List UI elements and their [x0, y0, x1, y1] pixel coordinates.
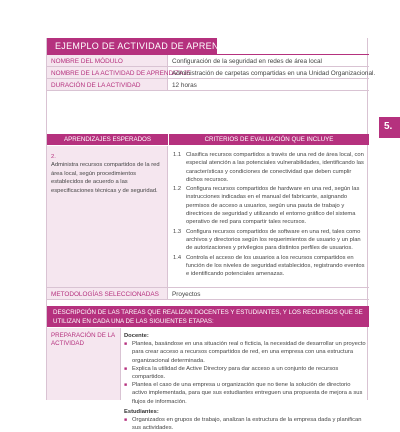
- metodologia-value: Proyectos: [172, 291, 201, 298]
- criterio-item: [173, 254, 366, 279]
- docente-text: Plantea, basándose en una situación real o ficticia, la necesidad de desarrollar un proyecto para crear acceso a recursos compartidos de red, en una empresa con una estructura organizacional determinada.: [132, 341, 366, 364]
- chapter-tab: 5.: [379, 117, 400, 138]
- criterio-number: 1.4: [173, 254, 182, 261]
- preparacion-label: PREPARACIÓN DE LA ACTIVIDAD: [47, 328, 121, 400]
- criteria-row: [47, 146, 369, 288]
- docente-text: Plantea el caso de una empresa u organización que no tiene la solución de directorio activo implementada, para que sus estudiantes entreguen una propuesta de mejora a sus flujos de información.: [132, 382, 363, 405]
- field-label: DURACIÓN DE LA ACTIVIDAD: [47, 79, 168, 90]
- criterio-text: Clasifica recursos compartidos a través de una red de área local, con especial atención a las potenciales vulnerabilidades, identificando las características y condiciones de conectividad que deben cumplir dichos recursos.: [186, 152, 364, 183]
- criterio-number: 1.3: [173, 228, 182, 235]
- criterios-cell: [169, 146, 369, 287]
- bullet-icon: ■: [124, 417, 128, 424]
- header-aprendizajes: APRENDIZAJES ESPERADOS: [47, 134, 168, 145]
- field-row-modulo: [47, 55, 369, 67]
- criterio-text: Controla el acceso de los usuarios a los recursos compartidos en función de los niveles de seguridad establecidos, registrando eventos e identificando potenciales amenazas.: [186, 254, 365, 278]
- criterio-number: 1.1: [173, 152, 182, 158]
- metodologia-row: [47, 288, 369, 300]
- criterio-text: Configura recursos compartidos de hardware en una red, según las instrucciones indicadas en el manual del fabricante, asignando permisos de acceso a usuarios, según una pauta de trabajo y directrices de seguridad y utilizando el entorno gráfico del sistema operativo de red para compartir tales recursos.: [186, 186, 360, 226]
- docente-item: [124, 340, 367, 365]
- bullet-icon: ■: [124, 382, 128, 389]
- field-row-actividad: [47, 67, 376, 79]
- field-label: NOMBRE DEL MÓDULO: [47, 55, 168, 66]
- sheet-title: EJEMPLO DE ACTIVIDAD DE APRENDIZAJE: [47, 38, 217, 54]
- field-value: Configuración de la seguridad en redes de área local: [172, 58, 322, 65]
- docente-item: [124, 381, 367, 406]
- docente-text: Explica la utilidad de Active Directory para dar acceso a un conjunto de recursos compartidos.: [132, 365, 339, 381]
- field-label: NOMBRE DE LA ACTIVIDAD DE APRENDIZAJE: [47, 67, 168, 78]
- field-value: 12 horas: [172, 82, 197, 89]
- docente-item: [124, 365, 367, 381]
- metodologia-label: METODOLOGÍAS SELECCIONADAS: [47, 288, 168, 299]
- field-row-duracion: [47, 79, 369, 91]
- bullet-icon: ■: [124, 365, 128, 372]
- estudiantes-item: [124, 416, 367, 432]
- section-header: [47, 134, 369, 145]
- header-criterios: CRITERIOS DE EVALUACIÓN QUE INCLUYE: [169, 134, 369, 145]
- field-value: Administración de carpetas compartidas en una Unidad Organizacional.: [172, 70, 376, 77]
- preparacion-body: [124, 328, 367, 432]
- criterio-item: [173, 228, 366, 253]
- criterio-text: Configura recursos compartidos de software en una red, tales como archivos y directorios según los requerimientos de usuario y un plan de autorizaciones y privilegios para distintos perfiles de usuarios.: [186, 228, 361, 252]
- aprendizaje-number: 2.: [51, 154, 56, 160]
- docente-label: Docente:: [124, 333, 149, 339]
- aprendizaje-text: Administra recursos compartidos de la red área local, según procedimientos establecidos de acuerdo a las especificaciones técnicas y de seguridad.: [51, 162, 160, 194]
- criterio-item: [173, 151, 366, 184]
- aprendizaje-cell: [47, 146, 168, 287]
- estudiantes-text: Organizados en grupos de trabajo, analizan la estructura de la empresa dada y planifican sus actividades.: [132, 417, 362, 432]
- bullet-icon: ■: [124, 341, 128, 348]
- activity-sheet: [46, 38, 376, 432]
- preparacion-row: [47, 328, 369, 432]
- criterio-number: 1.2: [173, 186, 182, 193]
- criterio-item: [173, 185, 366, 226]
- estudiantes-label: Estudiantes:: [124, 408, 159, 415]
- descripcion-banner: DESCRIPCIÓN DE LAS TAREAS QUE REALIZAN DOCENTES Y ESTUDIANTES, Y LOS RECURSOS QUE SE UTILIZAN EN CADA UNA DE LAS SIGUIENTES ETAPAS:: [47, 306, 369, 327]
